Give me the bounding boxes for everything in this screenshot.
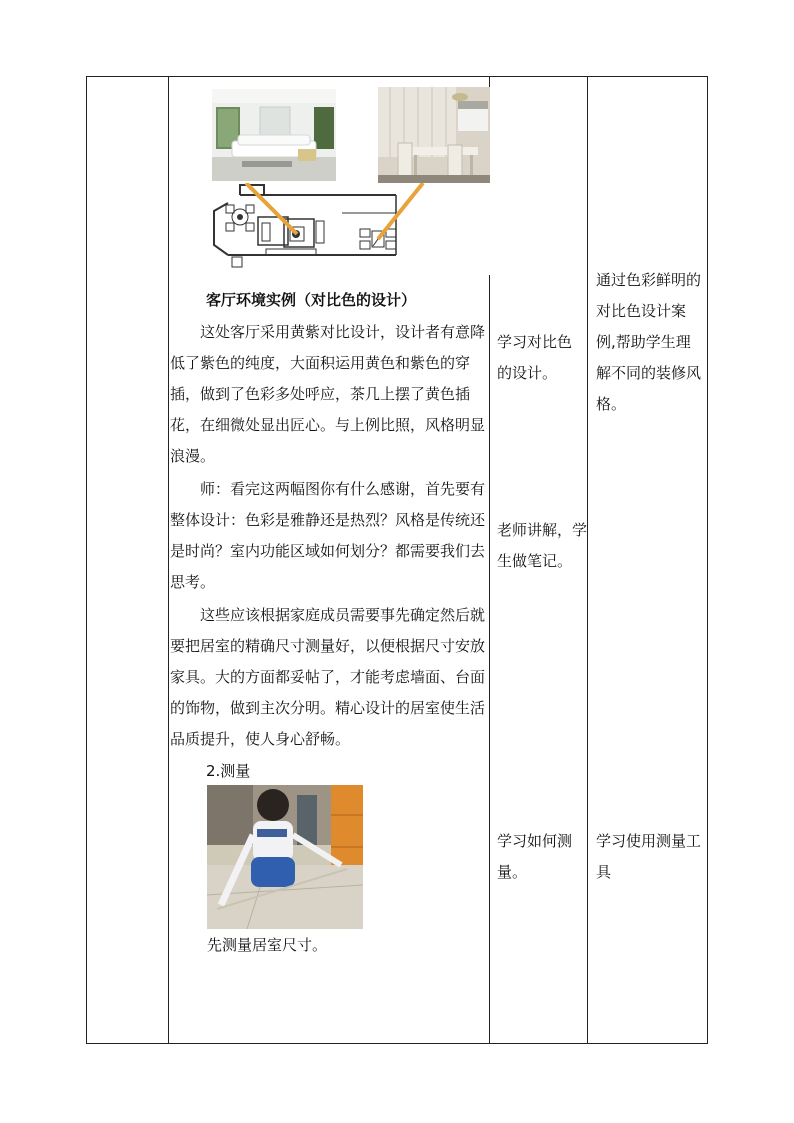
floor-plan-diagram xyxy=(210,183,496,275)
section-heading-measure: 2.测量 xyxy=(206,762,251,780)
example-title: 客厅环境实例（对比色的设计） xyxy=(206,291,417,309)
paragraph-teacher-question: 师：看完这两幅图你有什么感谢，首先要有整体设计：色彩是雅静还是热烈？风格是传统还是时尚？室内功能区域如何划分？都需要我们去思考。 xyxy=(170,480,486,591)
living-room-photo xyxy=(212,89,336,181)
measuring-photo xyxy=(207,785,363,929)
design-intent-measure: 学习使用测量工具 xyxy=(596,832,702,881)
dining-room-photo xyxy=(378,87,490,187)
paragraph-contrast-design: 这处客厅采用黄紫对比设计，设计者有意降低了紫色的纯度，大面积运用黄色和紫色的穿插，做到了色彩多处呼应，茶几上摆了黄色插花，在细微处显出匠心。与上例比照，风格明显浪漫。 xyxy=(170,323,486,465)
design-intent-contrast: 通过色彩鲜明的对比色设计案例,帮助学生理解不同的装修风格。 xyxy=(596,271,702,413)
student-activity-measure: 学习如何测量。 xyxy=(497,832,573,881)
student-activity-notes: 老师讲解，学生做笔记。 xyxy=(497,521,588,570)
column-divider xyxy=(168,77,169,1043)
student-activity-contrast: 学习对比色的设计。 xyxy=(497,333,573,382)
measure-caption: 先测量居室尺寸。 xyxy=(207,936,328,954)
main-content-text xyxy=(170,317,486,755)
paragraph-planning: 这些应该根据家庭成员需要事先确定然后就要把居室的精确尺寸测量好，以便根据尺寸安放家具。大的方面都妥帖了，才能考虑墙面、台面的饰物，做到主次分明。精心设计的居室使生活品质提升，使人身心舒畅。 xyxy=(170,606,486,748)
